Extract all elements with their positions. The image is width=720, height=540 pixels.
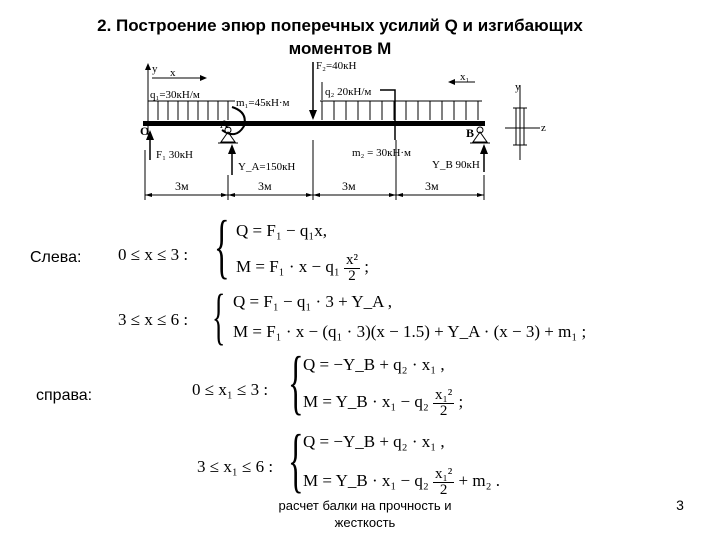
eq1-m-b: ; <box>364 257 369 276</box>
distributed-load-q2 <box>320 101 482 120</box>
eq3-m-frac <box>433 388 454 419</box>
condition-2: 3 ≤ x ≤ 6 : <box>118 310 189 329</box>
label-axis-z: z <box>541 122 546 134</box>
eq1-m-num: x² <box>346 251 359 268</box>
label-right: справа: <box>36 387 93 404</box>
eq4-m-num: x₁² <box>435 465 453 482</box>
cross-section-symbol <box>505 85 540 160</box>
y-axis-arrow <box>145 63 151 70</box>
label-x-left: x <box>170 67 176 79</box>
dim-1: 3м <box>175 179 189 193</box>
label-point-b: B <box>466 126 475 140</box>
label-axis-y: y <box>152 63 158 75</box>
label-left: Слева: <box>30 249 82 266</box>
brace-3: { <box>288 342 304 422</box>
label-m1: m₁=45кН·м <box>236 97 290 109</box>
label-point-a: A <box>220 117 229 131</box>
label-f2: F₂=40кН <box>316 60 357 72</box>
beam-diagram <box>0 0 720 210</box>
eq3-m-num: x₁² <box>435 386 453 403</box>
eq4-m-a: M = Y_B · x₁ − q₂ <box>303 471 429 490</box>
footer-text: расчет балки на прочность и жесткость <box>278 498 452 530</box>
eq4-q: Q = −Y_B + q₂ · x₁ , <box>303 432 445 451</box>
eq1-m-den: 2 <box>348 267 356 284</box>
brace-1: { <box>214 206 230 286</box>
label-yb: Y_B 90кН <box>432 159 480 171</box>
label-ya: Y_A=150кН <box>238 161 296 173</box>
label-x-right: x₁ <box>460 71 470 83</box>
label-q1: q₁=30кН/м <box>150 89 200 101</box>
eq3-m-b: ; <box>458 392 464 411</box>
eq4-m-b: + m₂ . <box>458 471 501 490</box>
label-axis-y-section: y <box>515 81 521 93</box>
eq1-m-frac <box>344 253 360 284</box>
eq1-q: Q = F₁ − q₁x, <box>236 221 328 240</box>
condition-4: 3 ≤ x₁ ≤ 6 : <box>197 457 274 476</box>
label-f1: F₁ 30кН <box>156 149 193 161</box>
brace-4: { <box>288 420 304 500</box>
eq3-m <box>303 385 463 419</box>
page-number: 3 <box>676 497 684 513</box>
eq3-m-den: 2 <box>439 402 448 419</box>
label-q2: q₂ 20кН/м <box>325 86 372 98</box>
eq2-q: Q = F₁ − q₁ · 3 + Y_A , <box>233 292 392 311</box>
condition-1: 0 ≤ x ≤ 3 : <box>118 245 189 264</box>
eq4-m-frac <box>433 467 454 498</box>
eq4-m-den: 2 <box>439 481 448 498</box>
label-point-o: O <box>140 124 150 138</box>
eq3-q: Q = −Y_B + q₂ · x₁ , <box>303 355 445 374</box>
label-m2: m₂ = 30кН·м <box>352 147 412 159</box>
eq3-m-a: M = Y_B · x₁ − q₂ <box>303 392 429 411</box>
eq1-m <box>236 250 369 284</box>
eq2-m: M = F₁ · x − (q₁ · 3)(x − 1.5) + Y_A · (x − 3) + m₁ ; <box>233 322 587 341</box>
dim-4: 3м <box>425 179 439 193</box>
dim-2: 3м <box>258 179 272 193</box>
brace-2: { <box>212 283 226 351</box>
eq1-m-a: M = F₁ · x − q₁ <box>236 257 340 276</box>
title-line-2: моментов М <box>288 39 392 58</box>
eq4-m <box>303 464 500 498</box>
dim-3: 3м <box>342 179 356 193</box>
condition-3: 0 ≤ x₁ ≤ 3 : <box>192 380 269 399</box>
title-line-1: 2. Построение эпюр поперечных усилий Q и изгибающих <box>97 16 583 35</box>
beam <box>143 121 485 126</box>
